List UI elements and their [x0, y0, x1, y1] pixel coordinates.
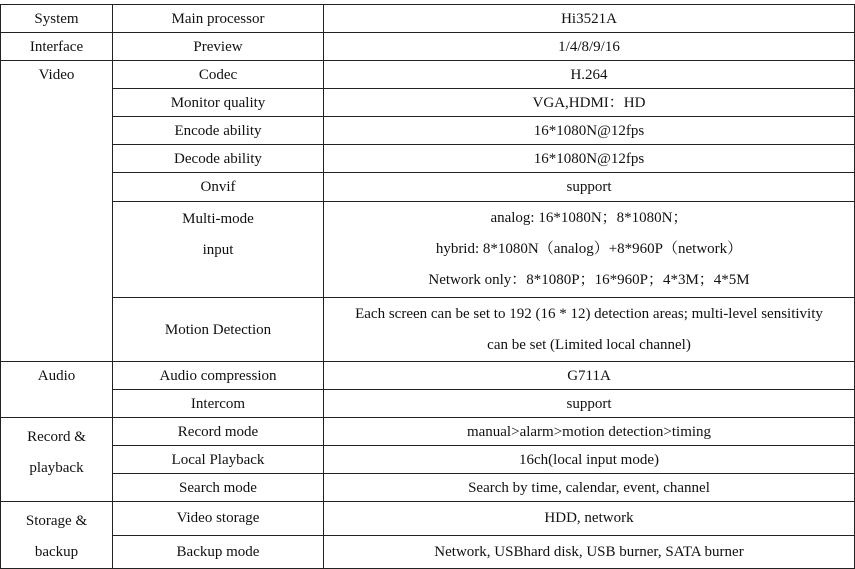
value-cell: Hi3521A — [324, 5, 855, 33]
value-cell: 16*1080N@12fps — [324, 117, 855, 145]
category-line: backup — [34, 544, 79, 560]
category-cell — [1, 502, 113, 569]
table-row — [1, 446, 855, 474]
value-cell: 16*1080N@12fps — [324, 145, 855, 173]
value-cell — [324, 298, 855, 362]
value-cell: 16ch(local input mode) — [324, 446, 855, 474]
category-cell: Video — [1, 61, 113, 362]
value-line: hybrid: 8*1080N（analog）+8*960P（network） — [435, 241, 743, 257]
table-row — [1, 173, 855, 202]
feature-line: Multi-mode — [182, 211, 254, 227]
spec-table — [0, 4, 855, 569]
feature-cell: Record mode — [113, 418, 324, 446]
feature-cell: Main processor — [113, 5, 324, 33]
value-cell: support — [324, 173, 855, 202]
feature-cell: Local Playback — [113, 446, 324, 474]
value-cell: HDD, network — [324, 502, 855, 536]
value-line: Each screen can be set to 192 (16 * 12) detection areas; multi-level sensitivity — [355, 305, 823, 322]
feature-cell: Motion Detection — [113, 298, 324, 362]
feature-cell: Video storage — [113, 502, 324, 536]
category-cell — [1, 418, 113, 502]
feature-cell: Monitor quality — [113, 89, 324, 117]
category-cell: Interface — [1, 33, 113, 61]
table-row — [1, 390, 855, 418]
table-row — [1, 61, 855, 89]
category-line: Record & — [27, 429, 86, 445]
feature-cell: Search mode — [113, 474, 324, 502]
table-row — [1, 33, 855, 61]
feature-cell — [113, 202, 324, 298]
table-row — [1, 474, 855, 502]
value-cell: manual>alarm>motion detection>timing — [324, 418, 855, 446]
value-cell: 1/4/8/9/16 — [324, 33, 855, 61]
value-cell: Network, USBhard disk, USB burner, SATA burner — [324, 535, 855, 569]
feature-cell: Onvif — [113, 173, 324, 202]
category-line: Storage & — [25, 513, 88, 529]
table-row — [1, 89, 855, 117]
value-line: can be set (Limited local channel) — [487, 336, 691, 353]
value-line: analog: 16*1080N；8*1080N； — [490, 210, 688, 226]
feature-cell: Audio compression — [113, 362, 324, 390]
category-line: playback — [29, 460, 84, 476]
table-row — [1, 362, 855, 390]
feature-cell: Decode ability — [113, 145, 324, 173]
table-row — [1, 202, 855, 298]
table-row — [1, 145, 855, 173]
value-cell: support — [324, 390, 855, 418]
value-cell: H.264 — [324, 61, 855, 89]
value-cell: VGA,HDMI：HD — [324, 89, 855, 117]
table-row — [1, 535, 855, 569]
value-cell: Search by time, calendar, event, channel — [324, 474, 855, 502]
table-row — [1, 418, 855, 446]
feature-line: input — [202, 242, 234, 258]
table-row — [1, 298, 855, 362]
feature-cell: Codec — [113, 61, 324, 89]
feature-cell: Encode ability — [113, 117, 324, 145]
feature-cell: Intercom — [113, 390, 324, 418]
category-cell: Audio — [1, 362, 113, 418]
table-row — [1, 117, 855, 145]
value-line: Network only：8*1080P；16*960P；4*3M；4*5M — [428, 272, 750, 288]
category-cell: System — [1, 5, 113, 33]
table-row — [1, 5, 855, 33]
value-cell — [324, 202, 855, 298]
value-cell: G711A — [324, 362, 855, 390]
feature-cell: Backup mode — [113, 535, 324, 569]
feature-cell: Preview — [113, 33, 324, 61]
table-row — [1, 502, 855, 536]
